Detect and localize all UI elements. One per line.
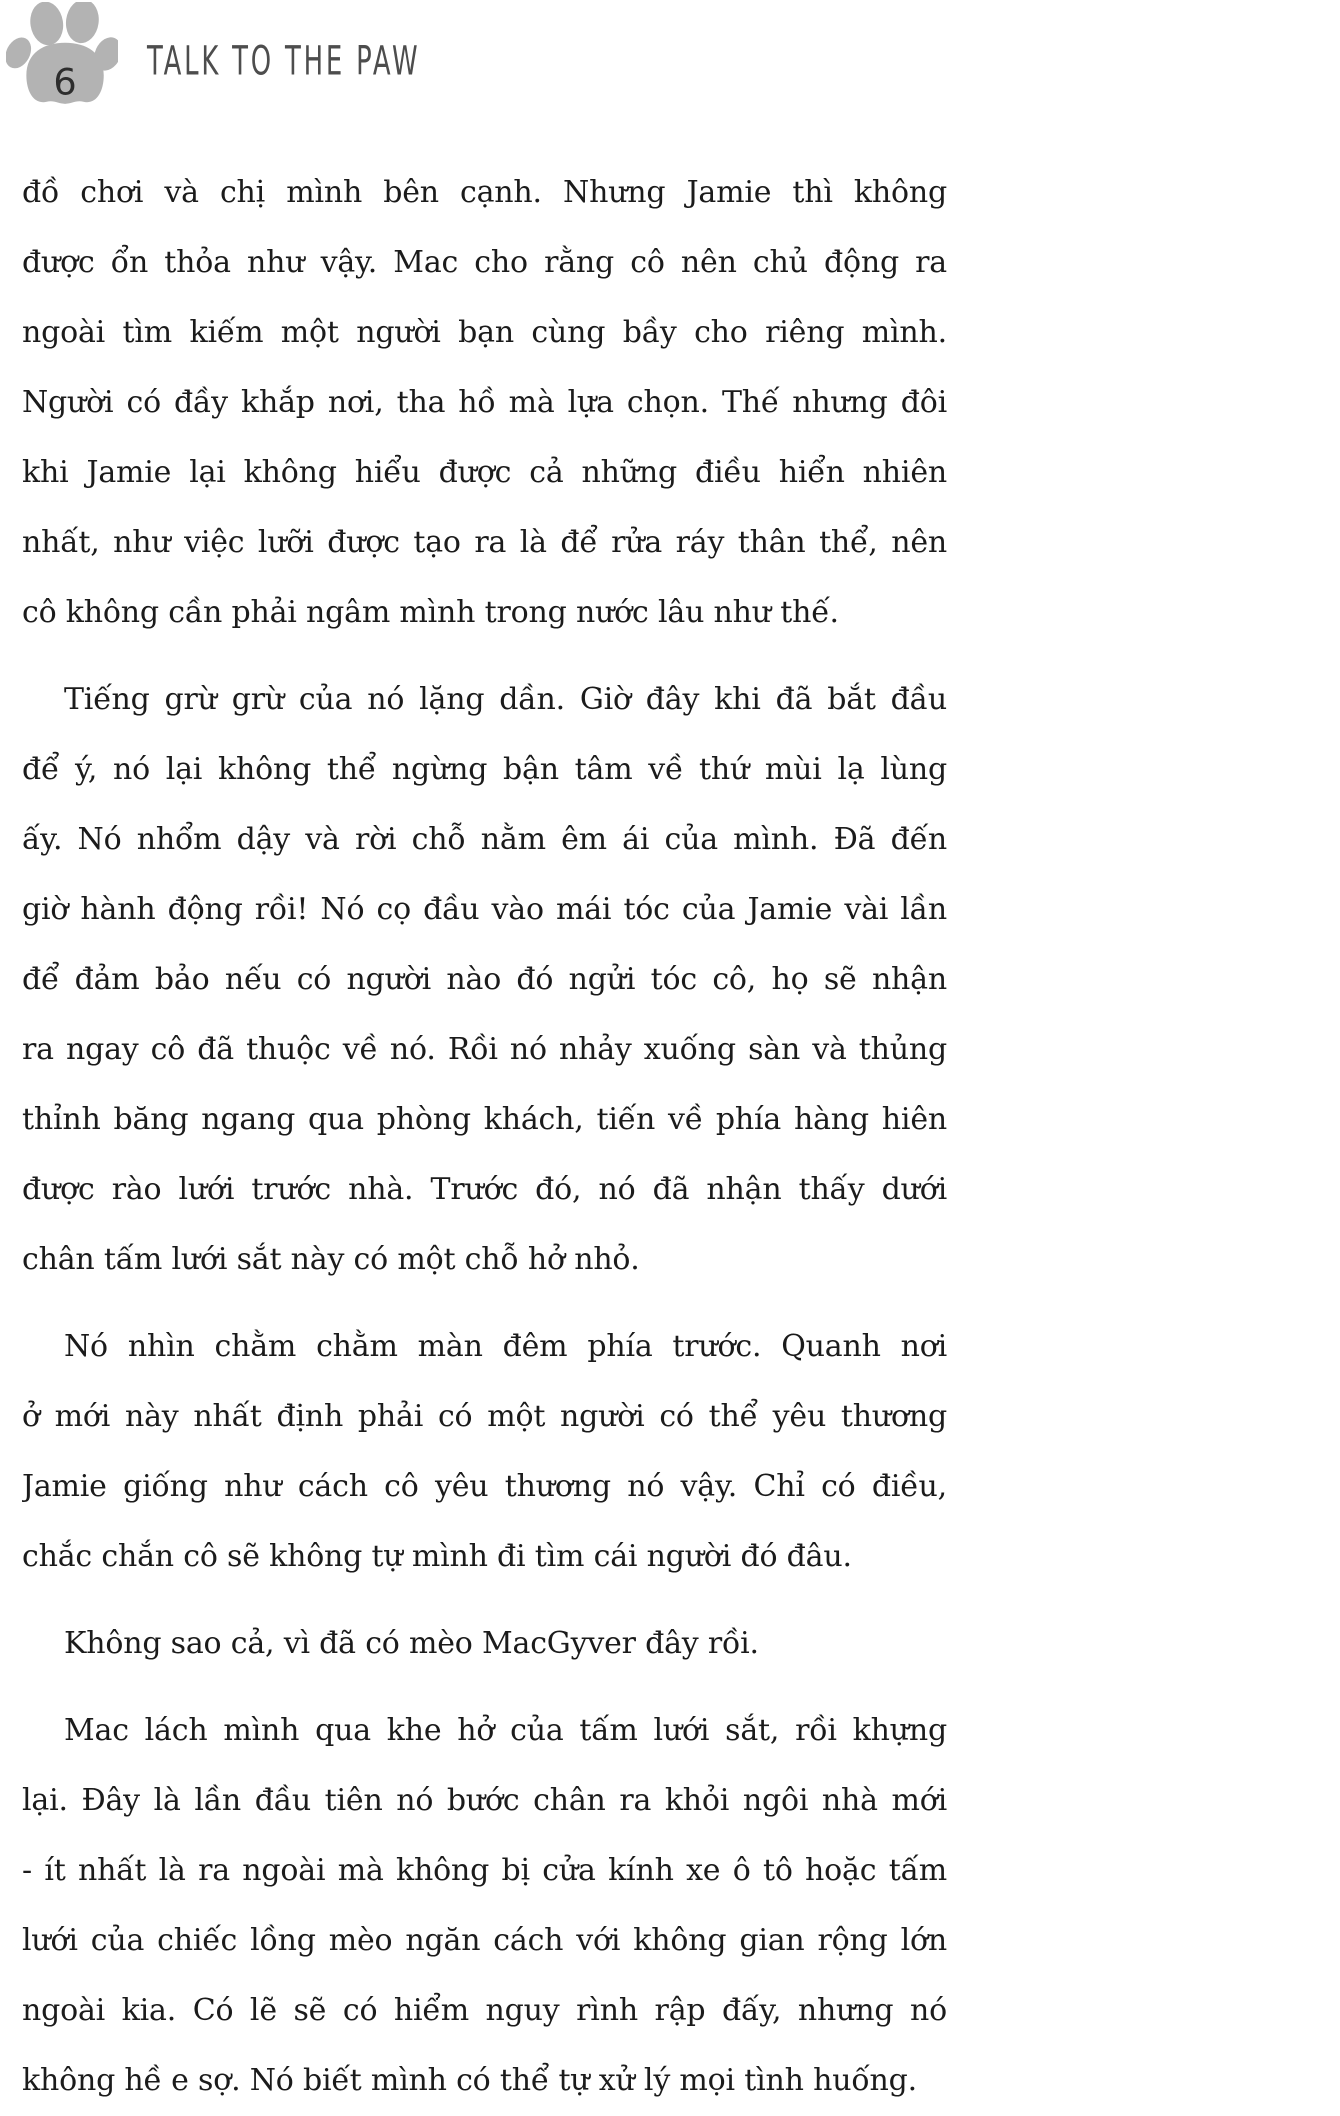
- text-line: Tiếng grừ grừ của nó lặng dần. Giờ đây khi đã bắt đầu: [64, 682, 947, 717]
- paw-print-icon: [6, 2, 118, 114]
- text-line: được rào lưới trước nhà. Trước đó, nó đã nhận thấy dưới: [22, 1172, 947, 1207]
- text-line: chân tấm lưới sắt này có một chỗ hở nhỏ.: [22, 1242, 640, 1277]
- text-line: thỉnh băng ngang qua phòng khách, tiến về phía hàng hiên: [22, 1102, 947, 1137]
- text-line: để đảm bảo nếu có người nào đó ngửi tóc cô, họ sẽ nhận: [22, 962, 947, 997]
- text-line: ngoài kia. Có lẽ sẽ có hiểm nguy rình rập đấy, nhưng nó: [22, 1993, 947, 2028]
- paragraph: [22, 665, 947, 1295]
- text-line: đồ chơi và chị mình bên cạnh. Nhưng Jamie thì không: [22, 175, 947, 210]
- text-line: Mac lách mình qua khe hở của tấm lưới sắt, rồi khựng: [64, 1713, 947, 1748]
- text-line: Jamie giống như cách cô yêu thương nó vậy. Chỉ có điều,: [22, 1469, 947, 1504]
- text-line: lưới của chiếc lồng mèo ngăn cách với không gian rộng lớn: [22, 1923, 947, 1958]
- paragraph: [22, 1312, 947, 1592]
- paragraph: [22, 1696, 947, 2116]
- text-line: lại. Đây là lần đầu tiên nó bước chân ra khỏi ngôi nhà mới: [22, 1783, 947, 1818]
- page-text: [22, 158, 947, 2116]
- text-line: không hề e sợ. Nó biết mình có thể tự xử lý mọi tình huống.: [22, 2063, 917, 2098]
- text-line: ra ngay cô đã thuộc về nó. Rồi nó nhảy xuống sàn và thủng: [22, 1032, 947, 1067]
- text-line: cô không cần phải ngâm mình trong nước lâu như thế.: [22, 595, 839, 630]
- book-title: TALK TO THE PAW: [147, 38, 421, 85]
- text-line: Người có đầy khắp nơi, tha hồ mà lựa chọn. Thế nhưng đôi: [22, 385, 947, 420]
- text-line: giờ hành động rồi! Nó cọ đầu vào mái tóc của Jamie vài lần: [22, 892, 947, 927]
- paragraph: [22, 1609, 947, 1679]
- text-line: Không sao cả, vì đã có mèo MacGyver đây rồi.: [64, 1626, 759, 1661]
- text-line: chắc chắn cô sẽ không tự mình đi tìm cái người đó đâu.: [22, 1539, 852, 1574]
- text-line: để ý, nó lại không thể ngừng bận tâm về thứ mùi lạ lùng: [22, 752, 947, 787]
- text-line: ở mới này nhất định phải có một người có thể yêu thương: [22, 1399, 947, 1434]
- text-line: - ít nhất là ra ngoài mà không bị cửa kính xe ô tô hoặc tấm: [22, 1853, 947, 1888]
- paragraph: [22, 158, 947, 648]
- text-line: ngoài tìm kiếm một người bạn cùng bầy cho riêng mình.: [22, 315, 947, 350]
- text-line: nhất, như việc lưỡi được tạo ra là để rửa ráy thân thể, nên: [22, 525, 947, 560]
- text-line: được ổn thỏa như vậy. Mac cho rằng cô nên chủ động ra: [22, 245, 947, 280]
- text-line: ấy. Nó nhổm dậy và rời chỗ nằm êm ái của mình. Đã đến: [22, 822, 947, 857]
- text-line: khi Jamie lại không hiểu được cả những điều hiển nhiên: [22, 455, 947, 490]
- text-line: Nó nhìn chằm chằm màn đêm phía trước. Quanh nơi: [64, 1329, 947, 1364]
- page-number: 6: [53, 60, 77, 104]
